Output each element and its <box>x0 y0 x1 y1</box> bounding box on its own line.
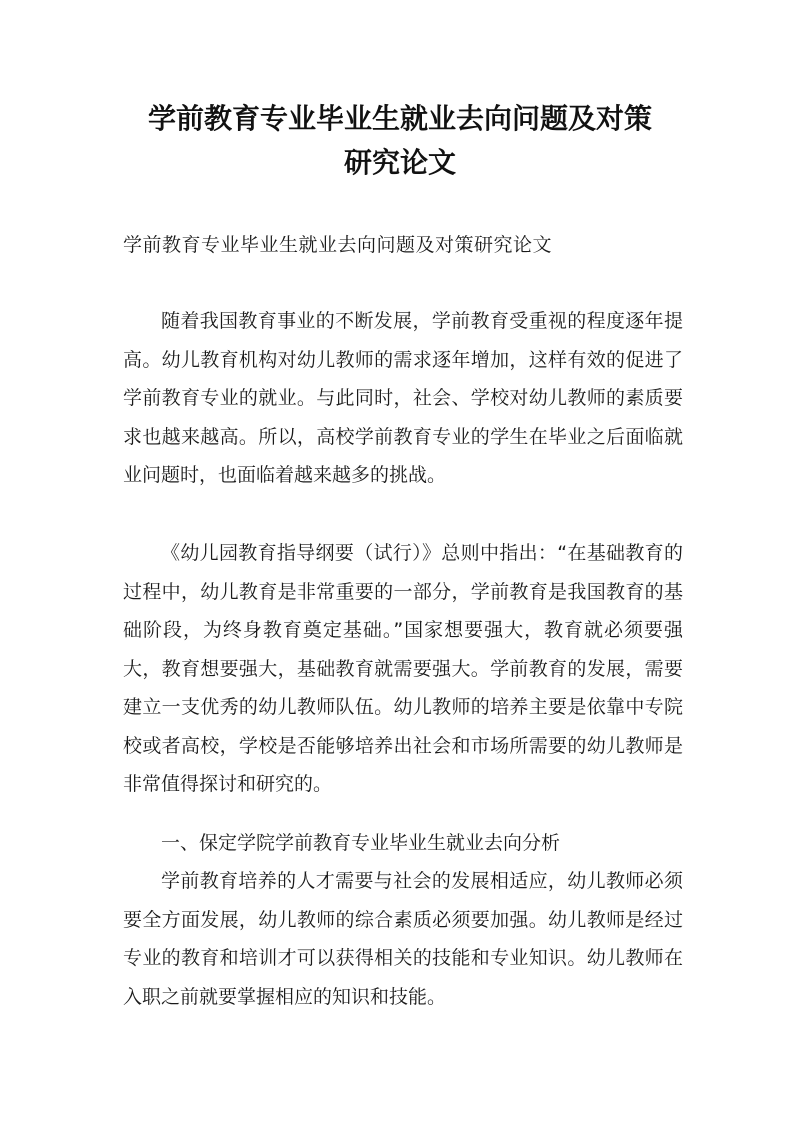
body-paragraph-2: 《幼儿园教育指导纲要（试行）》总则中指出：“在基础教育的过程中，幼儿教育是非常重要的一部分，学前教育是我国教育的基础阶段，为终身教育奠定基础。”国家想要强大，教育就必须要强大，教育想要强大，基础教育就需要强大。学前教育的发展，需要建立一支优秀的幼儿教师队伍。幼儿教师的培养主要是依靠中专院校或者高校，学校是否能够培养出社会和市场所需要的幼儿教师是非常值得探讨和研究的。 <box>123 542 683 795</box>
body-paragraph-1: 随着我国教育事业的不断发展，学前教育受重视的程度逐年提高。幼儿教育机构对幼儿教师的需求逐年增加，这样有效的促进了学前教育专业的就业。与此同时，社会、学校对幼儿教师的素质要求也越来越高。所以，高校学前教育专业的学生在毕业之后面临就业问题时，也面临着越来越多的挑战。 <box>123 310 683 486</box>
document-title-line-2: 研究论文 <box>343 146 456 179</box>
section-heading-1: 一、保定学院学前教育专业毕业生就业去向分析 <box>161 832 561 854</box>
body-paragraph-3: 学前教育培养的人才需要与社会的发展相适应，幼儿教师必须要全方面发展，幼儿教师的综合素质必须要加强。幼儿教师是经过专业的教育和培训才可以获得相关的技能和专业知识。幼儿教师在入职之前就要掌握相应的知识和技能。 <box>123 870 683 1008</box>
document-title-line-1: 学前教育专业毕业生就业去向问题及对策 <box>147 102 652 135</box>
document-subtitle: 学前教育专业毕业生就业去向问题及对策研究论文 <box>123 234 553 256</box>
